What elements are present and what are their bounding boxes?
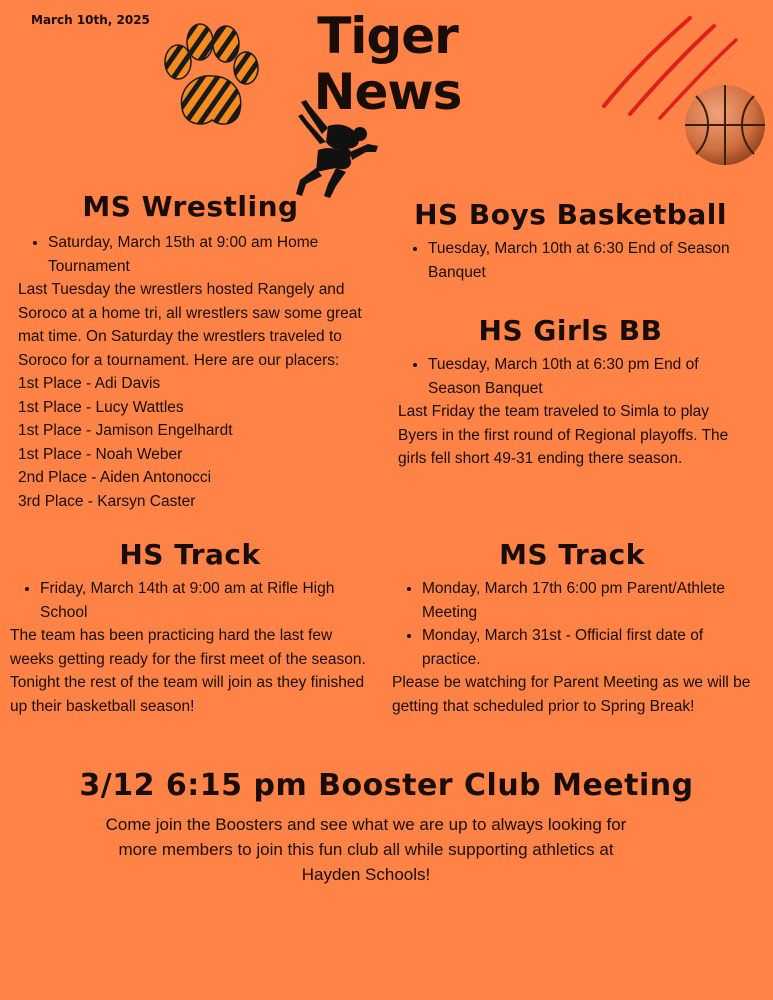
hs-boys-basketball-section <box>398 198 743 284</box>
ms-track-list <box>392 577 752 671</box>
list-item: • Tuesday, March 10th at 6:30 pm End of Season Banquet <box>428 353 743 400</box>
ms-track-paragraph: Please be watching for Parent Meeting as we will be getting that scheduled prior to Spring Break! <box>392 674 751 715</box>
hs-boys-basketball-heading: HS Boys Basketball <box>414 198 727 231</box>
placer-item: 2nd Place - Aiden Antonocci <box>18 469 212 486</box>
placer-item: 1st Place - Noah Weber <box>18 445 183 463</box>
title-line-1: Tiger <box>317 7 458 65</box>
hs-girls-bb-list <box>398 353 743 400</box>
placer-item: 1st Place - Jamison Engelhardt <box>18 422 233 439</box>
list-item: • Saturday, March 15th at 9:00 am Home Tournament <box>48 231 363 278</box>
ms-wrestling-heading: MS Wrestling <box>82 190 299 223</box>
wrestlers-icon <box>288 92 384 202</box>
hs-girls-bb-section <box>398 314 743 471</box>
booster-heading: 3/12 6:15 pm Booster Club Meeting <box>79 768 694 803</box>
ms-wrestling-list <box>18 231 363 278</box>
ms-track-heading: MS Track <box>499 538 645 571</box>
hs-track-paragraph: The team has been practicing hard the last few weeks getting ready for the first meet of the season. Tonight the rest of the team will join as they finished up their basketball season! <box>10 627 366 715</box>
hs-track-list <box>10 577 370 624</box>
hs-girls-bb-heading: HS Girls BB <box>478 314 663 347</box>
list-item: • Friday, March 14th at 9:00 am at Rifle High School <box>40 577 370 624</box>
ms-track-section <box>392 538 752 718</box>
list-item: • Tuesday, March 10th at 6:30 End of Season Banquet <box>428 237 743 284</box>
placer-item: 1st Place - Adi Davis <box>18 375 161 392</box>
list-item: • Monday, March 17th 6:00 pm Parent/Athlete Meeting <box>422 577 752 624</box>
newsletter-date: March 10th, 2025 <box>31 13 150 27</box>
ms-wrestling-paragraph: Last Tuesday the wrestlers hosted Rangely and Soroco at a home tri, all wrestlers saw some great mat time. On Saturday the wrestlers traveled to Soroco for a tournament. Here are our placers: <box>18 281 362 369</box>
placer-item: 3rd Place - Karsyn Caster <box>18 492 196 510</box>
ms-wrestling-section <box>18 190 363 513</box>
booster-paragraph: Come join the Boosters and see what we are up to always looking for more members to join this fun club all while supporting athletics at Hayden Schools! <box>105 815 627 884</box>
placer-item: 1st Place - Lucy Wattles <box>18 398 184 416</box>
hs-girls-bb-paragraph: Last Friday the team traveled to Simla to play Byers in the first round of Regional playoffs. The girls fell short 49-31 ending there season. <box>398 403 729 467</box>
tiger-paw-icon <box>152 20 262 132</box>
list-item: • Monday, March 31st - Official first date of practice. <box>422 624 752 671</box>
placer-list <box>18 372 363 513</box>
hs-boys-basketball-list <box>398 237 743 284</box>
hs-track-section <box>10 538 370 718</box>
hs-track-heading: HS Track <box>119 538 261 571</box>
title-line-2: News <box>313 63 462 121</box>
basketball-icon <box>682 82 768 168</box>
